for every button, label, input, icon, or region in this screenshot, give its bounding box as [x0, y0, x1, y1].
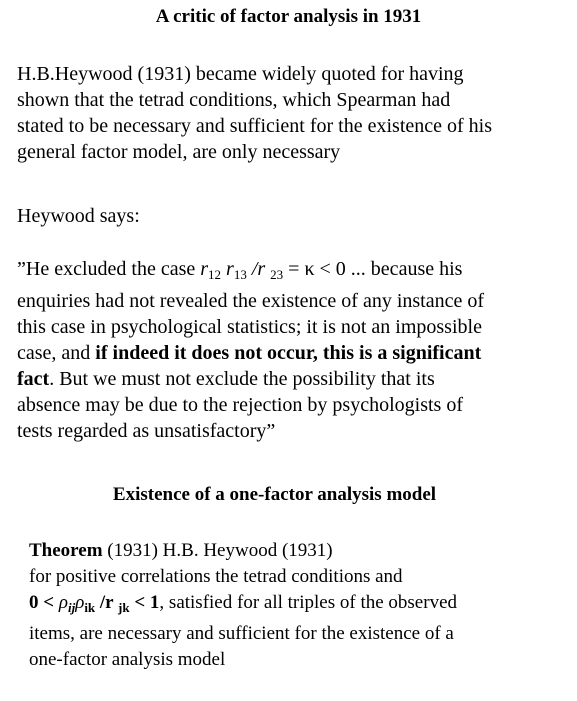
theorem-line: one-factor analysis model: [29, 649, 226, 670]
quote-line: this case in psychological statistics; it is not an impossible: [17, 316, 482, 338]
intro-line: stated to be necessary and sufficient for the existence of his: [17, 115, 493, 137]
heywood-quote: [17, 256, 572, 444]
theorem-line: items, are necessary and sufficient for the existence of a: [29, 623, 454, 644]
rho-symbol: ρ: [75, 592, 85, 613]
quote-line: enquiries had not revealed the existence of any instance of: [17, 290, 485, 312]
subscript: ij: [67, 600, 76, 615]
theorem-line: [29, 590, 574, 621]
theorem-text: , satisfied for all triples of the observed: [159, 592, 458, 613]
r-symbol: r: [226, 258, 234, 280]
page-title: A critic of factor analysis in 1931: [155, 6, 422, 27]
intro-line: general factor model, are only necessary: [17, 141, 341, 163]
subscript: 13: [233, 267, 247, 282]
quote-line: tests regarded as unsatisfactory”: [17, 420, 276, 442]
quote-text: . But we must not exclude the possibility that its: [49, 368, 435, 390]
theorem-block: [29, 538, 574, 673]
quote-line: [17, 256, 572, 288]
theorem-line: [29, 538, 574, 564]
theorem-line: for positive correlations the tetrad conditions and: [29, 566, 403, 587]
inequality-right: < 1: [129, 592, 160, 613]
subscript: 12: [208, 267, 222, 282]
quote-emphasis: if indeed it does not occur, this is a significant: [95, 342, 482, 364]
quote-emphasis: fact: [17, 368, 50, 390]
quote-line: absence may be due to the rejection by psychologists of: [17, 394, 463, 416]
subscript: 23: [270, 267, 284, 282]
quote-text: ”He excluded the case: [17, 258, 201, 280]
heywood-says-label: Heywood says:: [17, 205, 140, 227]
ratio-formula: [200, 258, 283, 280]
quote-text: = κ < 0 ... because his: [283, 258, 463, 280]
quote-line: [17, 366, 572, 392]
intro-paragraph: [17, 61, 572, 165]
subscript: jk: [118, 600, 130, 615]
divide-r: /r: [246, 258, 271, 280]
rho-symbol: ρ: [58, 592, 68, 613]
divide-r: /r: [95, 592, 119, 613]
intro-line: H.B.Heywood (1931) became widely quoted for having: [17, 63, 464, 85]
inequality-left: 0 <: [29, 592, 59, 613]
section-title: Existence of a one-factor analysis model: [112, 484, 437, 505]
theorem-attribution: (1931) H.B. Heywood (1931): [102, 540, 333, 561]
intro-line: shown that the tetrad conditions, which Spearman had: [17, 89, 451, 111]
quote-text: case, and: [17, 342, 96, 364]
r-symbol: r: [200, 258, 209, 280]
theorem-label: Theorem: [29, 540, 103, 561]
subscript: ik: [84, 600, 96, 615]
quote-line: [17, 340, 572, 366]
